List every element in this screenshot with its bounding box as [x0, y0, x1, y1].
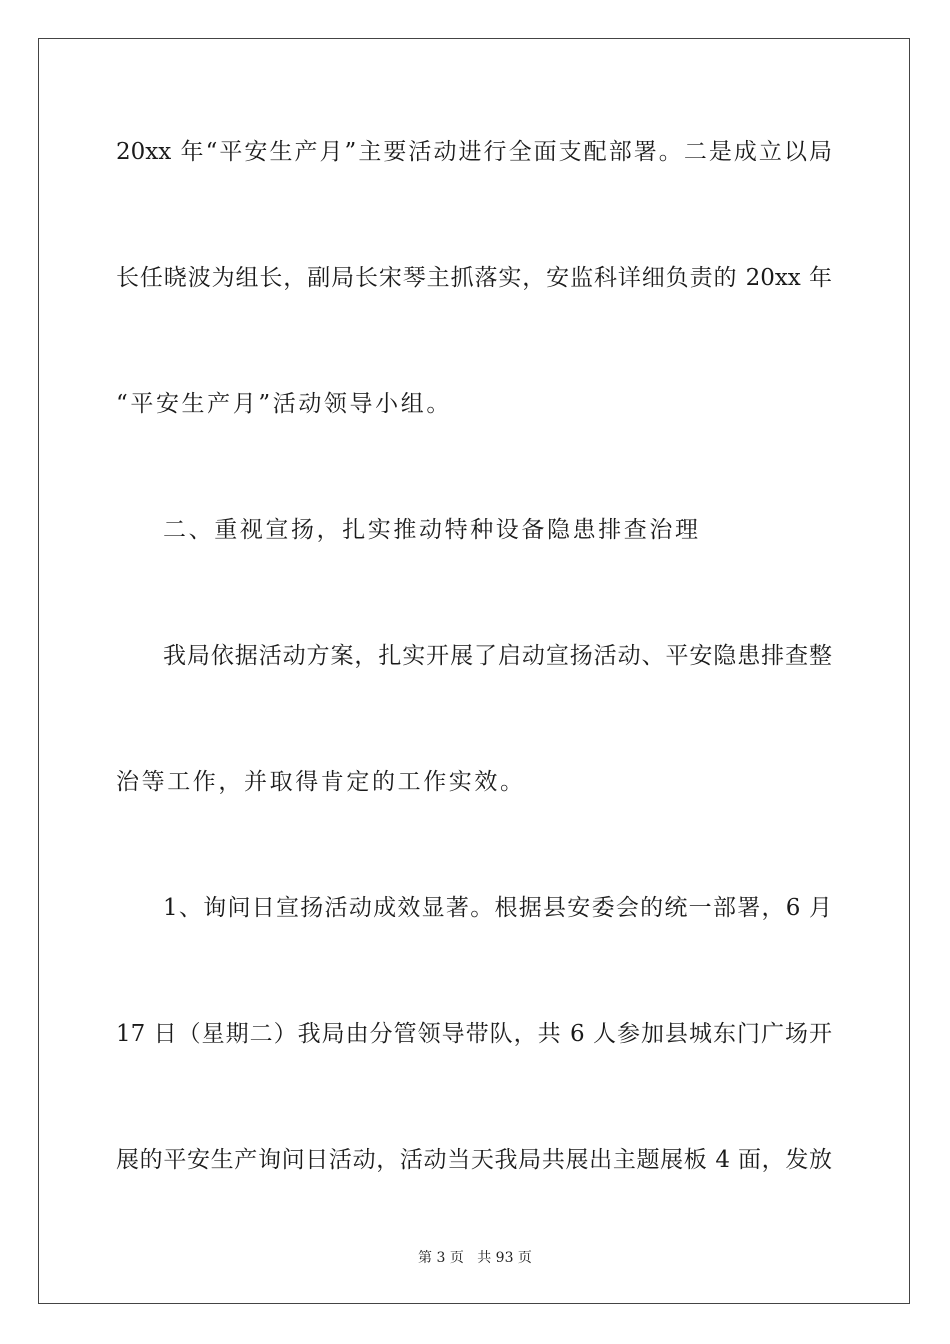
body-line-2: 长任晓波为组长，副局长宋琴主抓落实，安监科详细负责的 20xx 年	[116, 265, 832, 291]
body-line-7: 1、询问日宣扬活动成效显著。根据县安委会的统一部署，6 月	[163, 895, 832, 921]
section-heading: 二、重视宣扬，扎实推动特种设备隐患排查治理	[163, 517, 701, 543]
body-line-3: “平安生产月”活动领导小组。	[116, 391, 452, 417]
body-line-8: 17 日（星期二）我局由分管领导带队，共 6 人参加县城东门广场开	[116, 1021, 832, 1047]
page-border	[38, 38, 910, 1304]
page-footer	[0, 1247, 950, 1267]
body-line-9: 展的平安生产询问日活动，活动当天我局共展出主题展板 4 面，发放	[116, 1147, 832, 1173]
body-line-1: 20xx 年“平安生产月”主要活动进行全面支配部署。二是成立以局	[116, 139, 832, 165]
page-number: 第 3 页	[418, 1250, 464, 1266]
body-line-6: 治等工作，并取得肯定的工作实效。	[116, 769, 526, 795]
total-pages: 共 93 页	[477, 1250, 532, 1266]
body-line-5: 我局依据活动方案，扎实开展了启动宣扬活动、平安隐患排查整	[163, 643, 832, 669]
